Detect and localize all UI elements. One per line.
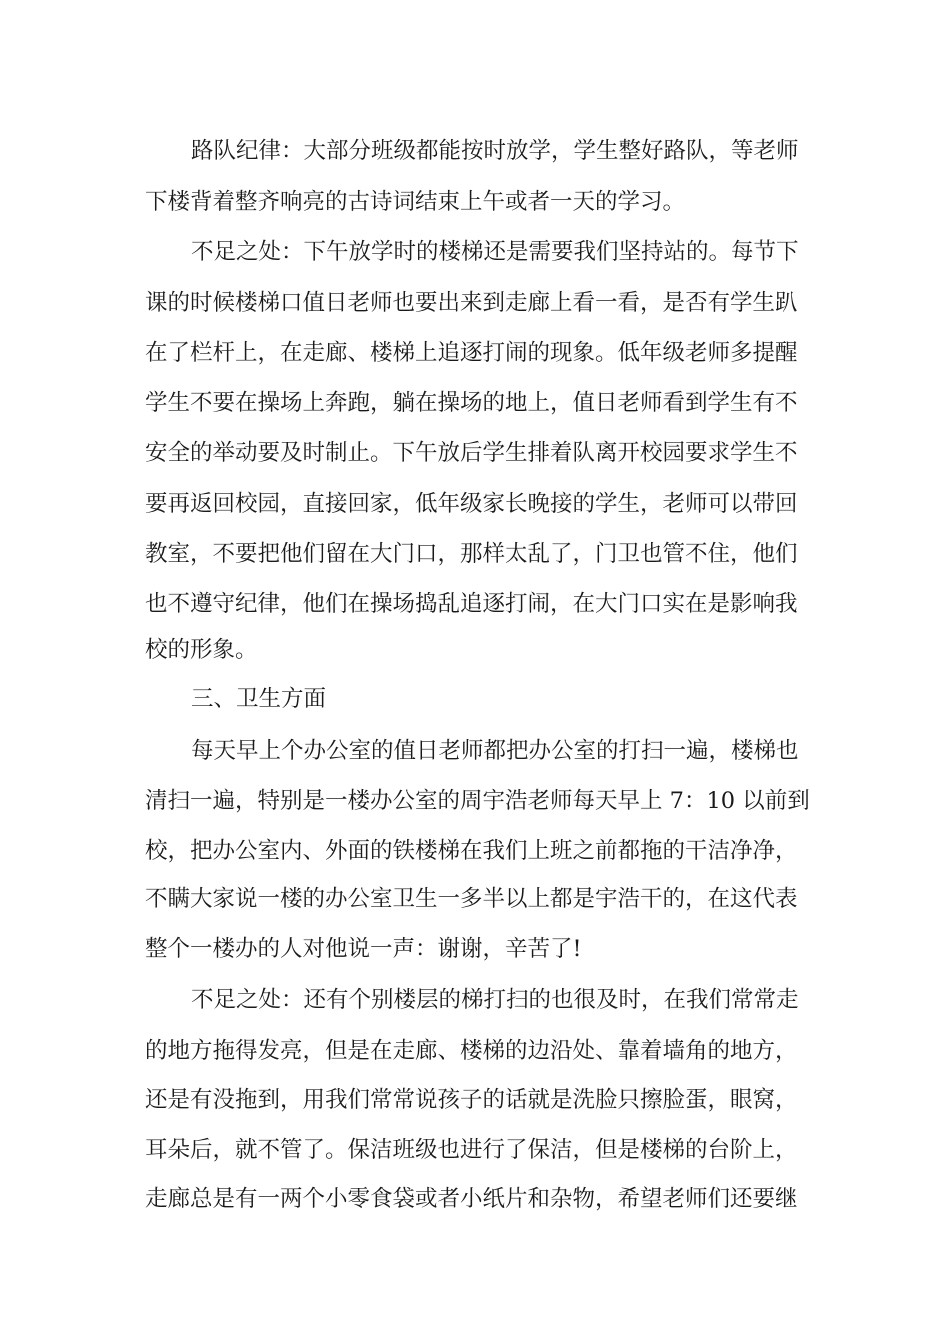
paragraph-line: 安全的举动要及时制止。下午放后学生排着队离开校园要求学生不 bbox=[145, 440, 798, 466]
paragraph-line: 清扫一遍，特别是一楼办公室的周宇浩老师每天早上 7：10 以前到 bbox=[145, 788, 810, 814]
paragraph-line: 学生不要在操场上奔跑，躺在操场的地上，值日老师看到学生有不 bbox=[145, 390, 798, 416]
paragraph-line: 耳朵后，就不管了。保洁班级也进行了保洁，但是楼梯的台阶上， bbox=[145, 1137, 798, 1163]
paragraph-line: 的地方拖得发亮，但是在走廊、楼梯的边沿处、靠着墙角的地方， bbox=[145, 1038, 798, 1064]
paragraph-line: 教室，不要把他们留在大门口，那样太乱了，门卫也管不住，他们 bbox=[145, 541, 798, 567]
paragraph-line: 不足之处：还有个别楼层的梯打扫的也很及时，在我们常常走 bbox=[191, 987, 799, 1013]
paragraph-line: 整个一楼办的人对他说一声：谢谢，辛苦了! bbox=[145, 936, 582, 962]
paragraph-line: 路队纪律：大部分班级都能按时放学，学生整好路队，等老师 bbox=[191, 138, 799, 164]
paragraph-line: 每天早上个办公室的值日老师都把办公室的打扫一遍，楼梯也 bbox=[191, 738, 799, 764]
paragraph-line: 不瞒大家说一楼的办公室卫生一多半以上都是宇浩干的，在这代表 bbox=[145, 886, 798, 912]
paragraph-line: 不足之处：下午放学时的楼梯还是需要我们坚持站的。每节下 bbox=[191, 239, 799, 265]
section-heading: 三、卫生方面 bbox=[191, 686, 327, 712]
paragraph-line: 下楼背着整齐响亮的古诗词结束上午或者一天的学习。 bbox=[145, 189, 686, 215]
paragraph-line: 校的形象。 bbox=[145, 637, 258, 663]
paragraph-line: 课的时候楼梯口值日老师也要出来到走廊上看一看，是否有学生趴 bbox=[145, 290, 798, 316]
paragraph-line: 要再返回校园，直接回家，低年级家长晚接的学生，老师可以带回 bbox=[145, 491, 798, 517]
paragraph-line: 走廊总是有一两个小零食袋或者小纸片和杂物，希望老师们还要继 bbox=[145, 1186, 798, 1212]
paragraph-line: 也不遵守纪律，他们在操场捣乱追逐打闹，在大门口实在是影响我 bbox=[145, 591, 798, 617]
paragraph-line: 还是有没拖到，用我们常常说孩子的话就是洗脸只擦脸蛋，眼窝， bbox=[145, 1087, 798, 1113]
paragraph-line: 在了栏杆上，在走廊、楼梯上追逐打闹的现象。低年级老师多提醒 bbox=[145, 340, 798, 366]
paragraph-line: 校，把办公室内、外面的铁楼梯在我们上班之前都拖的干洁净净， bbox=[145, 838, 798, 864]
